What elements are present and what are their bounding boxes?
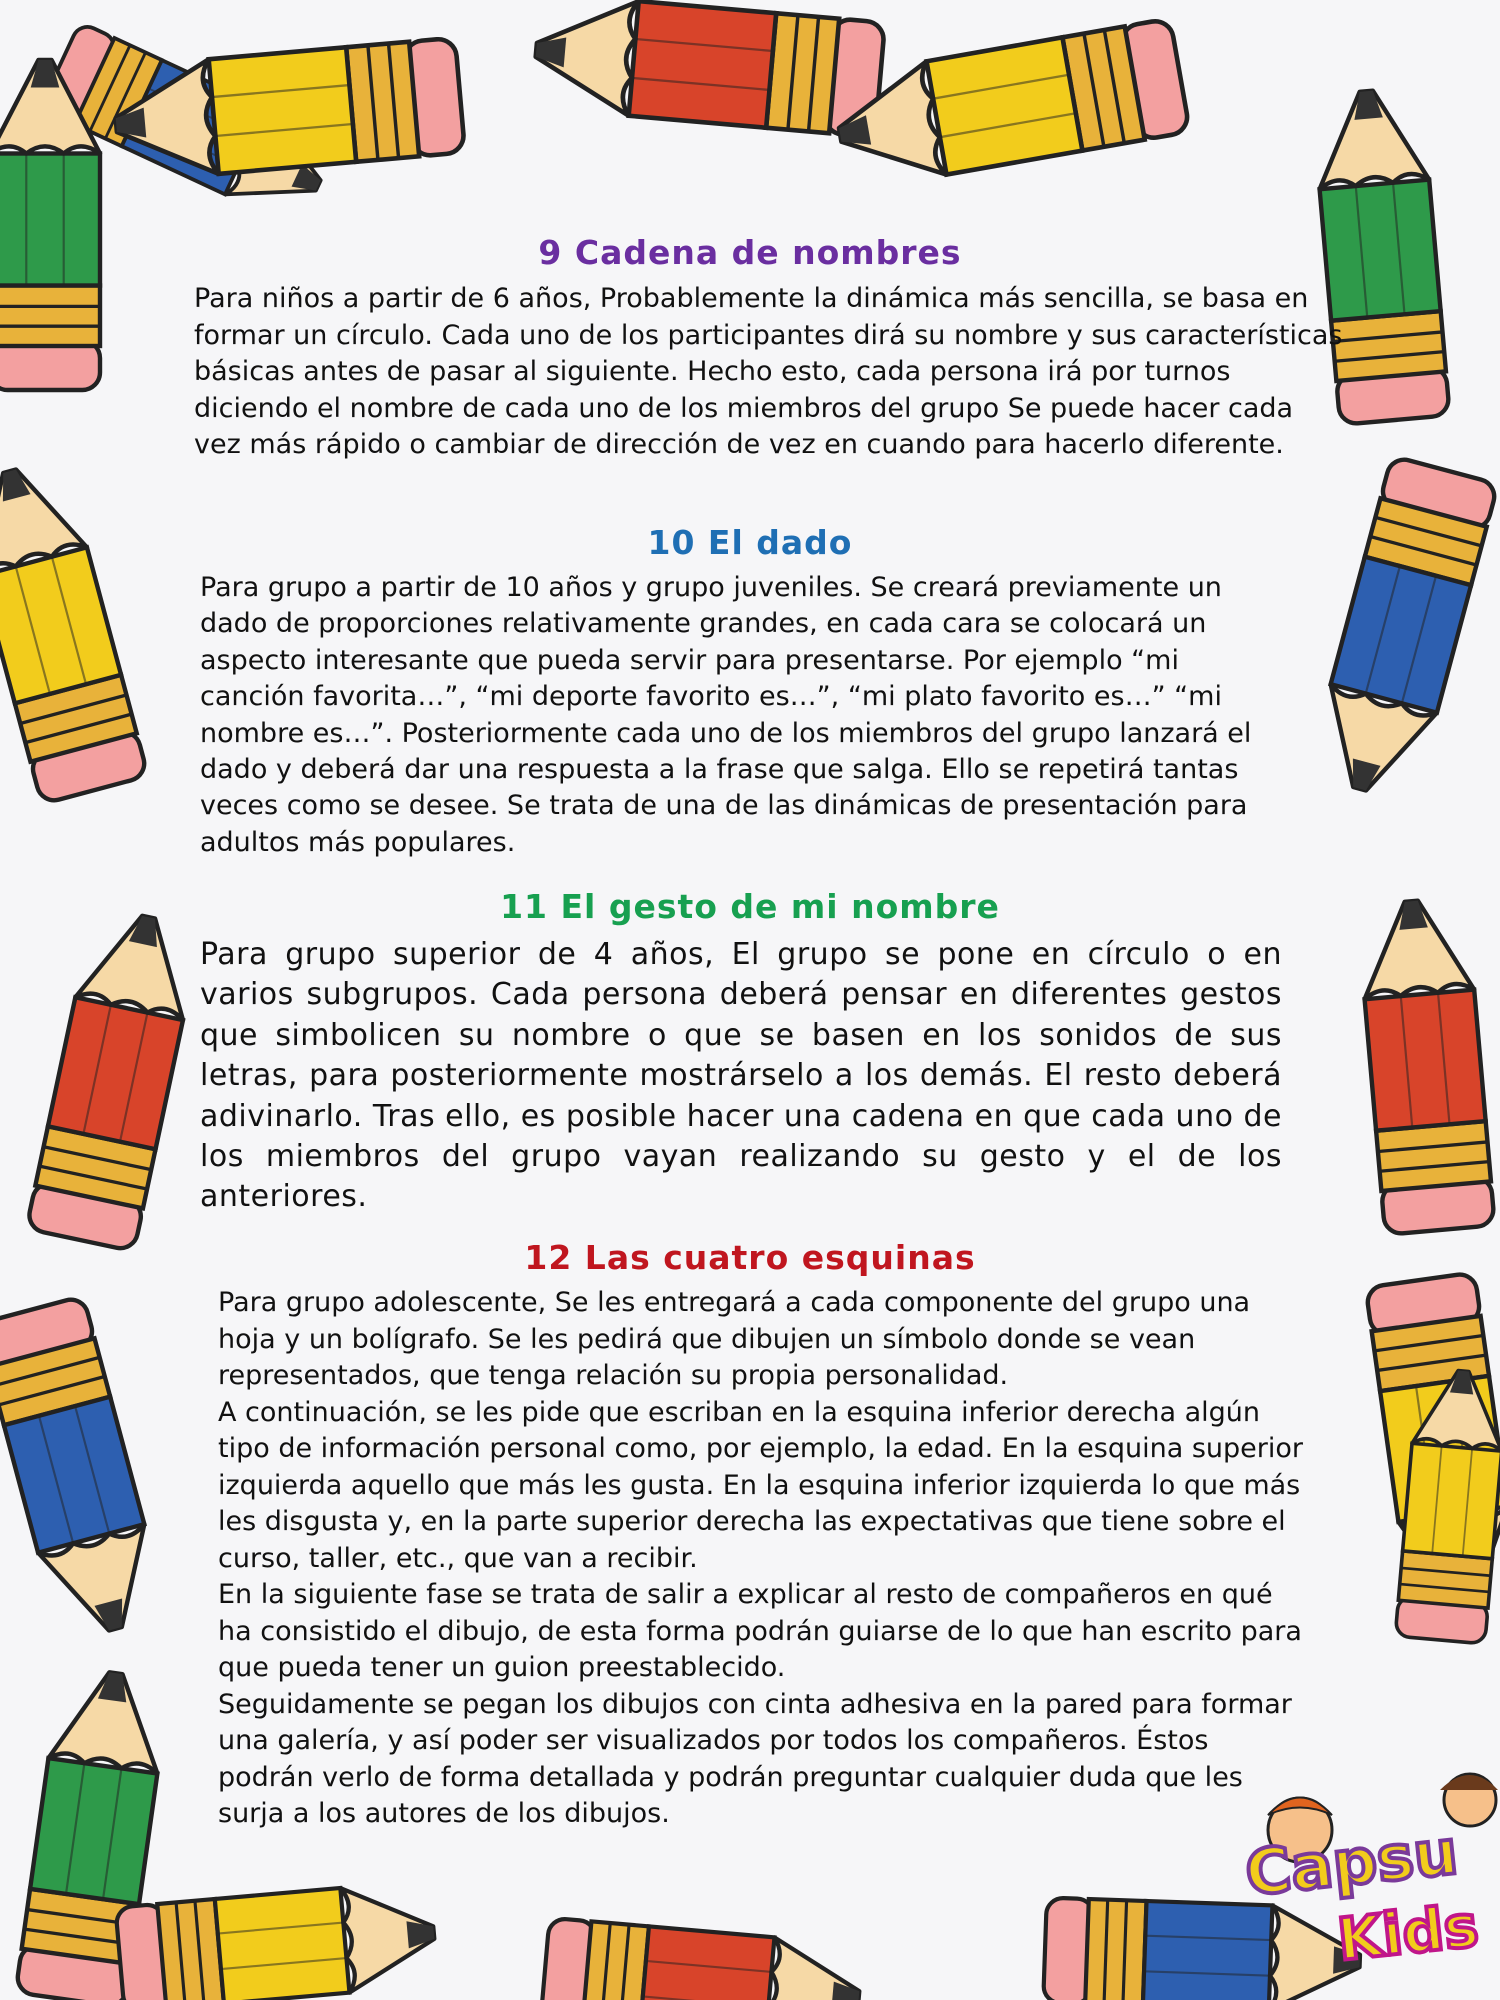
section-title: 12 Las cuatro esquinas <box>524 1238 976 1277</box>
section-title: 11 El gesto de mi nombre <box>500 887 1000 926</box>
svg-text:Capsu: Capsu <box>1241 1815 1462 1910</box>
section-title: 10 El dado <box>647 523 853 562</box>
section-body: Para niños a partir de 6 años, Probablemente la dinámica más sencilla, se basa en formar un círculo. Cada uno de los participantes dirá su nombre y sus características básicas antes de pasar al siguiente. Hecho esto, cada persona irá por turnos diciendo el nombre de cada uno de los miembros del grupo Se puede hacer cada vez más rápido o cambiar de dirección de vez en cuando para hacerlo diferente. <box>194 283 1343 460</box>
section-body: Para grupo a partir de 10 años y grupo juveniles. Se creará previamente un dado de proporciones relativamente grandes, en cada cara se colocará un aspecto interesante que pueda servir para presentarse. Por ejemplo “mi canción favorita…”, “mi deporte favorito es…”, “mi plato favorito es…” “mi nombre es…”. Posteriormente cada uno de los miembros del grupo lanzará el dado y deberá dar una respuesta a la frase que salga. Ello se repetirá tantas veces como se desee. Se trata de una de las dinámicas de presentación para adultos más populares. <box>200 572 1252 858</box>
section-body <box>218 1285 1308 1833</box>
section-body: Para grupo superior de 4 años, El grupo se pone en círculo o en varios subgrupos. Cada persona deberá pensar en diferentes gestos que simbolicen su nombre o que se basen en los sonidos de sus letras, para posteriormente mostrárselo a los demás. El resto deberá adivinarlo. Tras ello, es posible hacer una cadena en que cada uno de los miembros del grupo vayan realizando su gesto y el de los anteriores. <box>200 937 1282 1215</box>
paragraph: Seguidamente se pegan los dibujos con cinta adhesiva en la pared para formar una galería, y así poder ser visualizados por todos los compañeros. Éstos podrán verlo de forma detallada y podrán preguntar cualquier duda que les surja a los autores de los dibujos. <box>218 1688 1292 1829</box>
svg-text:Kids: Kids <box>1334 1891 1482 1974</box>
section-title: 9 Cadena de nombres <box>538 233 962 272</box>
paragraph: Para grupo adolescente, Se les entregará a cada componente del grupo una hoja y un bolígrafo. Se les pedirá que dibujen un símbolo donde se vean representados, que tenga relación su propia personalidad. <box>218 1287 1251 1391</box>
paragraph: A continuación, se les pide que escriban en la esquina inferior derecha algún tipo de información personal como, por ejemplo, la edad. En la esquina superior izquierda aquello que más les gusta. En la esquina inferior izquierda lo que más les disgusta y, en la parte superior derecha las expectativas que tiene sobre el curso, taller, etc., que van a recibir. <box>218 1396 1303 1574</box>
paragraph: En la siguiente fase se trata de salir a explicar al resto de compañeros en qué ha consistido el dibujo, de esta forma podrán guiarse de lo que han escrito para que pueda tener un guion preestablecido. <box>218 1579 1302 1683</box>
